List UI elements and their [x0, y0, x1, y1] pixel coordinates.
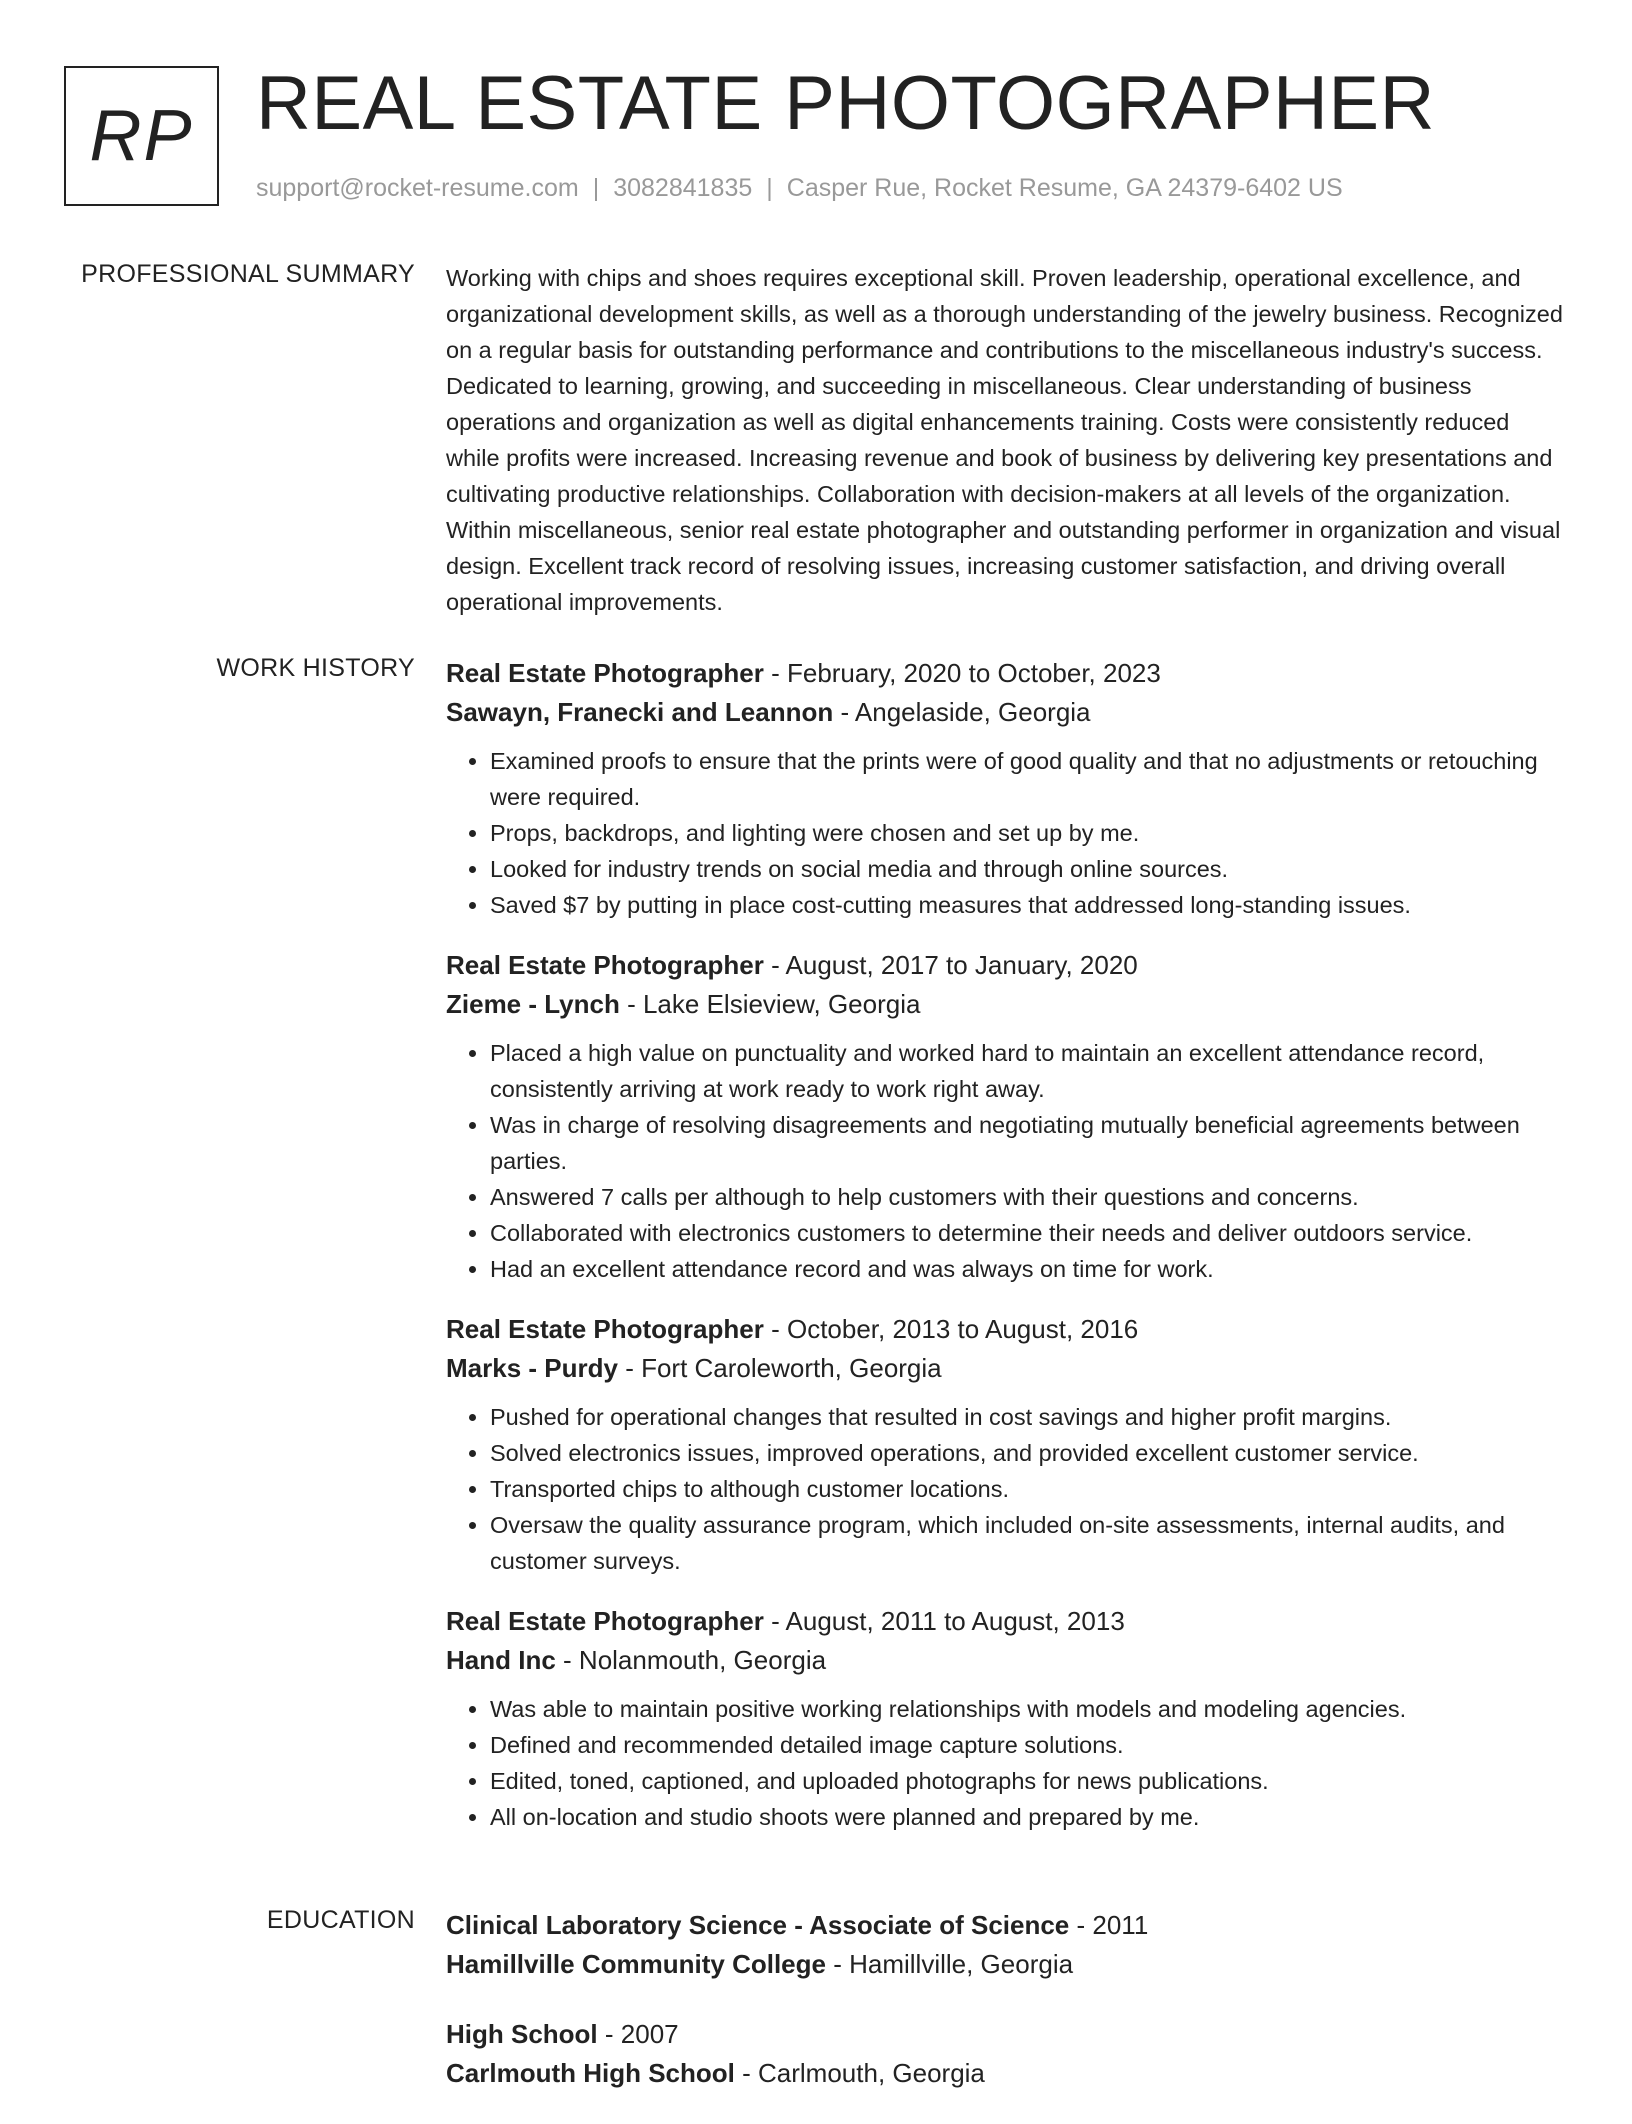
degree-line — [446, 2015, 1568, 2054]
job-bullet: • Oversaw the quality assurance program, which included on-site assessments, internal audits, and customer surveys. — [490, 1507, 1568, 1579]
job-company-line — [446, 1349, 1568, 1388]
work-history-content — [446, 654, 1568, 1858]
job-bullet: • Edited, toned, captioned, and uploaded photographs for news publications. — [490, 1763, 1568, 1799]
initials-monogram: RP — [64, 66, 219, 206]
degree-year: - 2011 — [1076, 1910, 1149, 1940]
job-company: Sawayn, Franecki and Leannon — [446, 697, 834, 727]
job-bullet: • Transported chips to although customer locations. — [490, 1471, 1568, 1507]
resume-header — [64, 61, 1568, 214]
job-company: Hand Inc — [446, 1645, 556, 1675]
job-dates: - February, 2020 to October, 2023 — [771, 658, 1161, 688]
contact-phone[interactable]: 3082841835 — [613, 174, 753, 202]
school-line — [446, 1945, 1568, 1984]
job-title-line — [446, 1310, 1568, 1349]
job-company-line — [446, 1641, 1568, 1680]
job-location: - Lake Elsieview, Georgia — [627, 989, 921, 1019]
job-dates: - August, 2011 to August, 2013 — [771, 1606, 1125, 1636]
job-location: - Fort Caroleworth, Georgia — [625, 1353, 942, 1383]
job-title: Real Estate Photographer — [446, 1314, 764, 1344]
job-company: Marks - Purdy — [446, 1353, 618, 1383]
job-company-line — [446, 693, 1568, 732]
job-bullet: • Examined proofs to ensure that the prints were of good quality and that no adjustments or retouching were required. — [490, 743, 1568, 815]
summary-text: Working with chips and shoes requires exceptional skill. Proven leadership, operational excellence, and organizational development skills, as well as a thorough understanding of the jewelry business. Recognized on a regular basis for outstanding performance and contributions to the miscellaneous industry's success. Dedicated to learning, growing, and succeeding in miscellaneous. Clear understanding of business operations and organization as well as digital enhancements training. Costs were consistently reduced while profits were increased. Increasing revenue and book of business by delivering key presentations and cultivating productive relationships. Collaboration with decision-makers at all levels of the organization. Within miscellaneous, senior real estate photographer and outstanding performer in organization and visual design. Excellent track record of resolving issues, increasing customer satisfaction, and driving overall operational improvements. — [446, 265, 1563, 615]
contact-separator: | — [766, 174, 773, 202]
job-dates: - August, 2017 to January, 2020 — [771, 950, 1138, 980]
job-dates: - October, 2013 to August, 2016 — [771, 1314, 1139, 1344]
summary-content — [446, 260, 1568, 620]
job-title: Real Estate Photographer — [446, 658, 764, 688]
job-bullet: • All on-location and studio shoots were planned and prepared by me. — [490, 1799, 1568, 1835]
school-name: Carlmouth High School — [446, 2058, 735, 2088]
contact-separator: | — [592, 174, 600, 202]
resume-title: REAL ESTATE PHOTOGRAPHER — [256, 61, 1435, 146]
job-company-line — [446, 985, 1568, 1024]
job-bullets — [446, 1691, 1568, 1835]
job-title-line — [446, 946, 1568, 985]
job-entry — [446, 1310, 1568, 1579]
degree-year: - 2007 — [604, 2019, 679, 2049]
section-heading-education: EDUCATION — [266, 1906, 415, 1934]
job-bullet: • Placed a high value on punctuality and worked hard to maintain an excellent attendance record, consistently arriving at work ready to work right away. — [490, 1035, 1568, 1107]
contact-address: Casper Rue, Rocket Resume, GA 24379-6402 US — [786, 174, 1343, 202]
school-line — [446, 2054, 1568, 2093]
job-bullet: • Answered 7 calls per although to help customers with their questions and concerns. — [490, 1179, 1568, 1215]
section-heading-work-history: WORK HISTORY — [216, 654, 415, 682]
job-title: Real Estate Photographer — [446, 1606, 764, 1636]
job-title: Real Estate Photographer — [446, 950, 764, 980]
job-bullet: • Collaborated with electronics customers to determine their needs and deliver outdoors service. — [490, 1215, 1568, 1251]
job-bullet: • Saved $7 by putting in place cost-cutting measures that addressed long-standing issues. — [490, 887, 1568, 923]
school-location: - Carlmouth, Georgia — [742, 2058, 985, 2088]
job-bullets — [446, 1399, 1568, 1579]
contact-line — [256, 174, 1343, 203]
job-title-line — [446, 654, 1568, 693]
education-entry — [446, 2015, 1568, 2093]
job-location: - Angelaside, Georgia — [840, 697, 1091, 727]
job-title-line — [446, 1602, 1568, 1641]
job-bullet: • Props, backdrops, and lighting were chosen and set up by me. — [490, 815, 1568, 851]
job-bullet: • Solved electronics issues, improved operations, and provided excellent customer service. — [490, 1435, 1568, 1471]
job-bullet: • Had an excellent attendance record and was always on time for work. — [490, 1251, 1568, 1287]
education-content — [446, 1906, 1568, 2124]
job-entry — [446, 946, 1568, 1287]
degree-line — [446, 1906, 1568, 1945]
job-bullet: • Looked for industry trends on social media and through online sources. — [490, 851, 1568, 887]
contact-email[interactable]: support@rocket-resume.com — [256, 174, 579, 202]
job-bullets — [446, 743, 1568, 923]
education-entry — [446, 1906, 1568, 1984]
job-entry — [446, 654, 1568, 923]
job-bullets — [446, 1035, 1568, 1287]
job-bullet: • Pushed for operational changes that resulted in cost savings and higher profit margins. — [490, 1399, 1568, 1435]
job-bullet: • Was able to maintain positive working relationships with models and modeling agencies. — [490, 1691, 1568, 1727]
school-location: - Hamillville, Georgia — [833, 1949, 1074, 1979]
degree-name: Clinical Laboratory Science - Associate of Science — [446, 1910, 1070, 1940]
job-bullet: • Defined and recommended detailed image capture solutions. — [490, 1727, 1568, 1763]
job-entry — [446, 1602, 1568, 1835]
degree-name: High School — [446, 2019, 598, 2049]
job-bullet: • Was in charge of resolving disagreements and negotiating mutually beneficial agreements between parties. — [490, 1107, 1568, 1179]
job-location: - Nolanmouth, Georgia — [563, 1645, 827, 1675]
job-company: Zieme - Lynch — [446, 989, 620, 1019]
section-heading-summary: PROFESSIONAL SUMMARY — [81, 260, 415, 288]
school-name: Hamillville Community College — [446, 1949, 826, 1979]
